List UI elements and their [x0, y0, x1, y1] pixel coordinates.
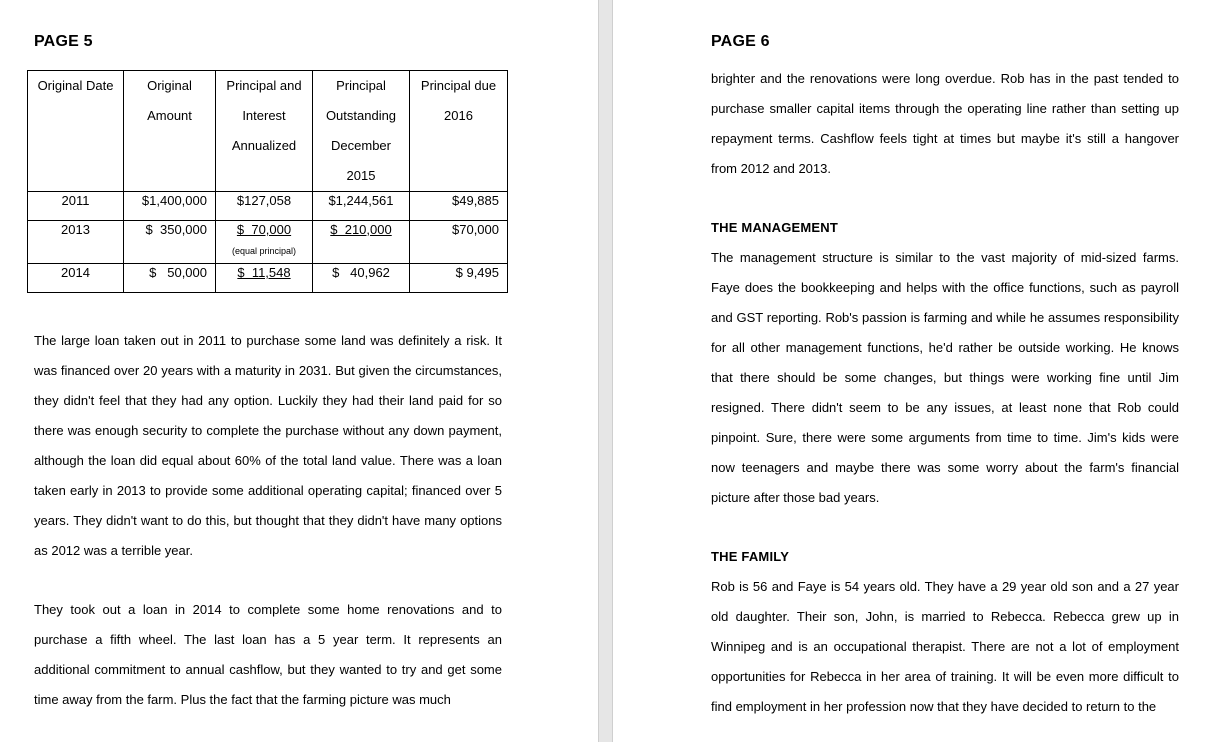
header-original-amount: Original Amount [124, 71, 216, 192]
header-principal-due: Principal due 2016 [410, 71, 508, 192]
section-heading-management: THE MANAGEMENT [711, 220, 839, 235]
text-line: pinpoint. Sure, there were some arguments from time to time. Jim's kids were [711, 430, 1179, 445]
text-line: Faye does the bookkeeping and helps with the office functions, such as payroll [711, 280, 1179, 295]
paragraph-management [711, 243, 1179, 513]
text-line: The management structure is similar to the vast majority of mid-sized farms. [711, 250, 1179, 265]
cell-year: 2014 [28, 264, 124, 293]
text-line: The large loan taken out in 2011 to purchase some land was definitely a risk. It [34, 333, 502, 348]
text-line: although the loan did equal about 60% of the total land value. There was a loan [34, 453, 502, 468]
cell-year: 2011 [28, 192, 124, 221]
cell-outstanding [313, 221, 410, 264]
cell-amount: $ 50,000 [124, 264, 216, 293]
cell-outstanding: $ 40,962 [313, 264, 410, 293]
text-line: purchase smaller capital items through the operating line rather than setting up [711, 101, 1179, 116]
cell-outstanding: $1,244,561 [313, 192, 410, 221]
text-line: from 2012 and 2013. [711, 161, 831, 176]
text-line: time away from the farm. Plus the fact that the farming picture was much [34, 692, 451, 707]
table-row [28, 192, 508, 221]
outstanding-value: $ 210,000 [330, 222, 392, 237]
text-line: years. They didn't want to do this, but thought that they didn't have many options [34, 513, 502, 528]
annualized-value: $ 70,000 [236, 222, 292, 237]
text-line: Rob is 56 and Faye is 54 years old. They have a 29 year old son and a 27 year [711, 579, 1179, 594]
text-line: repayment terms. Cashflow feels tight at times but maybe it's still a hangover [711, 131, 1179, 146]
loan-table [27, 70, 508, 293]
cell-year: 2013 [28, 221, 124, 264]
text-line: now teenagers and maybe there was some worry about the farm's financial [711, 460, 1179, 475]
text-line: resigned. There didn't seem to be any issues, at least none that Rob could [711, 400, 1179, 415]
cell-due: $70,000 [410, 221, 508, 264]
text-line: taken early in 2013 to provide some additional operating capital; financed over 5 [34, 483, 502, 498]
header-original-date: Original Date [28, 71, 124, 192]
page-title: PAGE 5 [34, 33, 93, 50]
text-line: they didn't feel that they had any option. Luckily they had their land paid for so [34, 393, 502, 408]
page-title: PAGE 6 [711, 33, 770, 50]
paragraph-renovations [34, 595, 502, 715]
document-page-6 [613, 0, 1225, 742]
text-line: find employment in her profession now that they have decided to return to the [711, 699, 1157, 714]
text-line: additional commitment to annual cashflow, but they wanted to try and get some [34, 662, 502, 677]
header-principal-interest: Principal and Interest Annualized [216, 71, 313, 192]
text-line: was financed over 20 years with a maturity in 2031. But given the circumstances, [34, 363, 502, 378]
page-gutter [598, 0, 613, 742]
text-line: Winnipeg and is an occupational therapist. There are not a lot of employment [711, 639, 1179, 654]
text-line: that there should be some changes, but things were working fine until Jim [711, 370, 1179, 385]
table-row [28, 221, 508, 264]
document-page-5 [0, 0, 598, 742]
paragraph-loans [34, 326, 502, 566]
section-heading-family: THE FAMILY [711, 549, 790, 564]
text-line: brighter and the renovations were long overdue. Rob has in the past tended to [711, 71, 1179, 86]
text-line: as 2012 was a terrible year. [34, 543, 193, 558]
text-line: there was enough security to complete the purchase without any down payment, [34, 423, 502, 438]
text-line: purchase a fifth wheel. The last loan has a 5 year term. It represents an [34, 632, 502, 647]
cell-amount: $ 350,000 [124, 221, 216, 264]
annualized-note: (equal principal) [231, 246, 297, 256]
header-principal-outstanding: Principal Outstanding December 2015 [313, 71, 410, 192]
table-header-row [28, 71, 508, 192]
paragraph-cashflow [711, 64, 1179, 184]
text-line: They took out a loan in 2014 to complete some home renovations and to [34, 602, 502, 617]
cell-due: $49,885 [410, 192, 508, 221]
text-line: and GST reporting. Rob's passion is farming and while he assumes responsibility [711, 310, 1179, 325]
text-line: picture after those bad years. [711, 490, 880, 505]
cell-due: $ 9,495 [410, 264, 508, 293]
annualized-value: $ 11,548 [237, 265, 291, 280]
paragraph-family [711, 572, 1179, 722]
cell-annualized [216, 221, 313, 264]
cell-annualized: $127,058 [216, 192, 313, 221]
text-line: opportunities for Rebecca in her area of training. It will be even more difficult to [711, 669, 1179, 684]
cell-annualized [216, 264, 313, 293]
text-line: for all other management functions, he'd rather be outside working. He knows [711, 340, 1179, 355]
text-line: old daughter. Their son, John, is married to Rebecca. Rebecca grew up in [711, 609, 1179, 624]
cell-amount: $1,400,000 [124, 192, 216, 221]
table-row [28, 264, 508, 293]
